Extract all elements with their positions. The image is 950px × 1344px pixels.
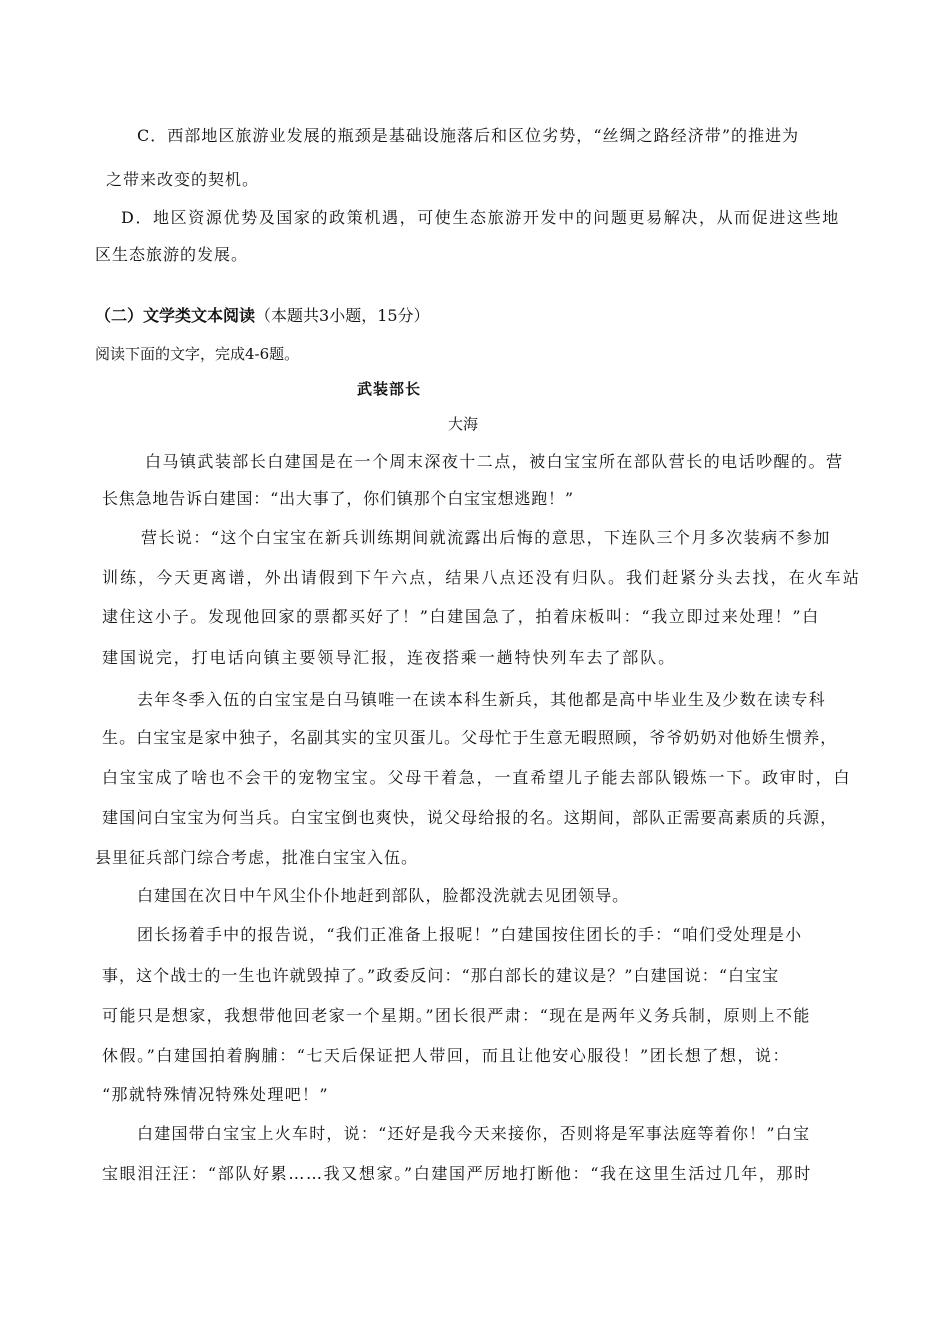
story-line-1: 白马镇武装部长白建国是在一个周末深夜十二点，被白宝宝所在部队营长的电话吵醒的。营 [145, 452, 844, 471]
section-instruction: 阅读下面的文字，完成4-6题。 [95, 345, 300, 363]
story-line-14: 事，这个战士的一生也许就毁掉了。”政委反问：“那白部长的建议是？”白建国说：“白宝宝 [102, 966, 780, 985]
section-heading [95, 306, 430, 326]
story-line-15: 可能只是想家，我想带他回老家一个星期。”团长很严肃：“现在是两年义务兵制，原则上不能 [102, 1006, 811, 1025]
story-line-8: 生。白宝宝是家中独子，名副其实的宝贝蛋儿。父母忙于生意无暇照顾，爷爷奶奶对他娇生惯养， [102, 728, 838, 747]
story-line-10: 建国问白宝宝为何当兵。白宝宝倒也爽快，说父母给报的名。这期间，部队正需要高素质的兵源， [102, 808, 838, 827]
story-line-4: 训练，今天更离谱，外出请假到下午六点，结果八点还没有归队。我们赶紧分头去找，在火车站 [102, 568, 861, 587]
story-line-18: 白建国带白宝宝上火车时，说：“还好是我今天来接你，否则将是军事法庭等着你！”白宝 [137, 1124, 811, 1143]
story-line-9: 白宝宝成了啥也不会干的宠物宝宝。父母干着急，一直希望儿子能去部队锻炼一下。政审时，白 [102, 768, 852, 787]
section-heading-note: （本题共3小题，15分） [255, 306, 430, 325]
story-line-12: 白建国在次日中午风尘仆仆地赶到部队，脸都没洗就去见团领导。 [137, 886, 630, 905]
story-line-11: 县里征兵部门综合考虑，批准白宝宝入伍。 [95, 848, 419, 867]
story-line-13: 团长扬着手中的报告说，“我们正准备上报呢！”白建国按住团长的手：“咱们受处理是小 [137, 925, 803, 944]
story-line-5: 逮住这小子。发现他回家的票都买好了！”白建国急了，拍着床板叫：“我立即过来处理！”白 [102, 607, 820, 626]
story-line-7: 去年冬季入伍的白宝宝是白马镇唯一在读本科生新兵，其他都是高中毕业生及少数在读专科 [137, 690, 826, 709]
story-line-2: 长焦急地告诉白建国：“出大事了，你们镇那个白宝宝想逃跑！” [102, 489, 574, 508]
story-line-16: 休假。”白建国拍着胸脯：“七天后保证把人带回，而且让他安心服役！”团长想了想，说： [102, 1046, 791, 1065]
story-line-6: 建国说完，打电话向镇主要领导汇报，连夜搭乘一趟特快列车去了部队。 [102, 648, 677, 667]
story-line-3: 营长说：“这个白宝宝在新兵训练期间就流露出后悔的意思，下连队三个月多次装病不参加 [141, 528, 831, 547]
story-title: 武装部长 [357, 380, 422, 398]
option-c-line-1: C．西部地区旅游业发展的瓶颈是基础设施落后和区位劣势，“丝绸之路经济带”的推进为 [137, 126, 800, 145]
story-line-17: “那就特殊情况特殊处理吧！” [102, 1085, 329, 1104]
story-author: 大海 [448, 415, 479, 433]
story-line-19: 宝眼泪汪汪：“部队好累……我又想家。”白建国严厉地打断他：“我在这里生活过几年，那时 [102, 1164, 812, 1183]
option-d-line-1: D．地区资源优势及国家的政策机遇，可使生态旅游开发中的问题更易解决，从而促进这些地 [121, 208, 840, 227]
option-d-line-2: 区生态旅游的发展。 [95, 245, 249, 264]
section-heading-title: （二）文学类文本阅读 [95, 306, 256, 325]
option-c-line-2: 之带来改变的契机。 [106, 170, 260, 189]
